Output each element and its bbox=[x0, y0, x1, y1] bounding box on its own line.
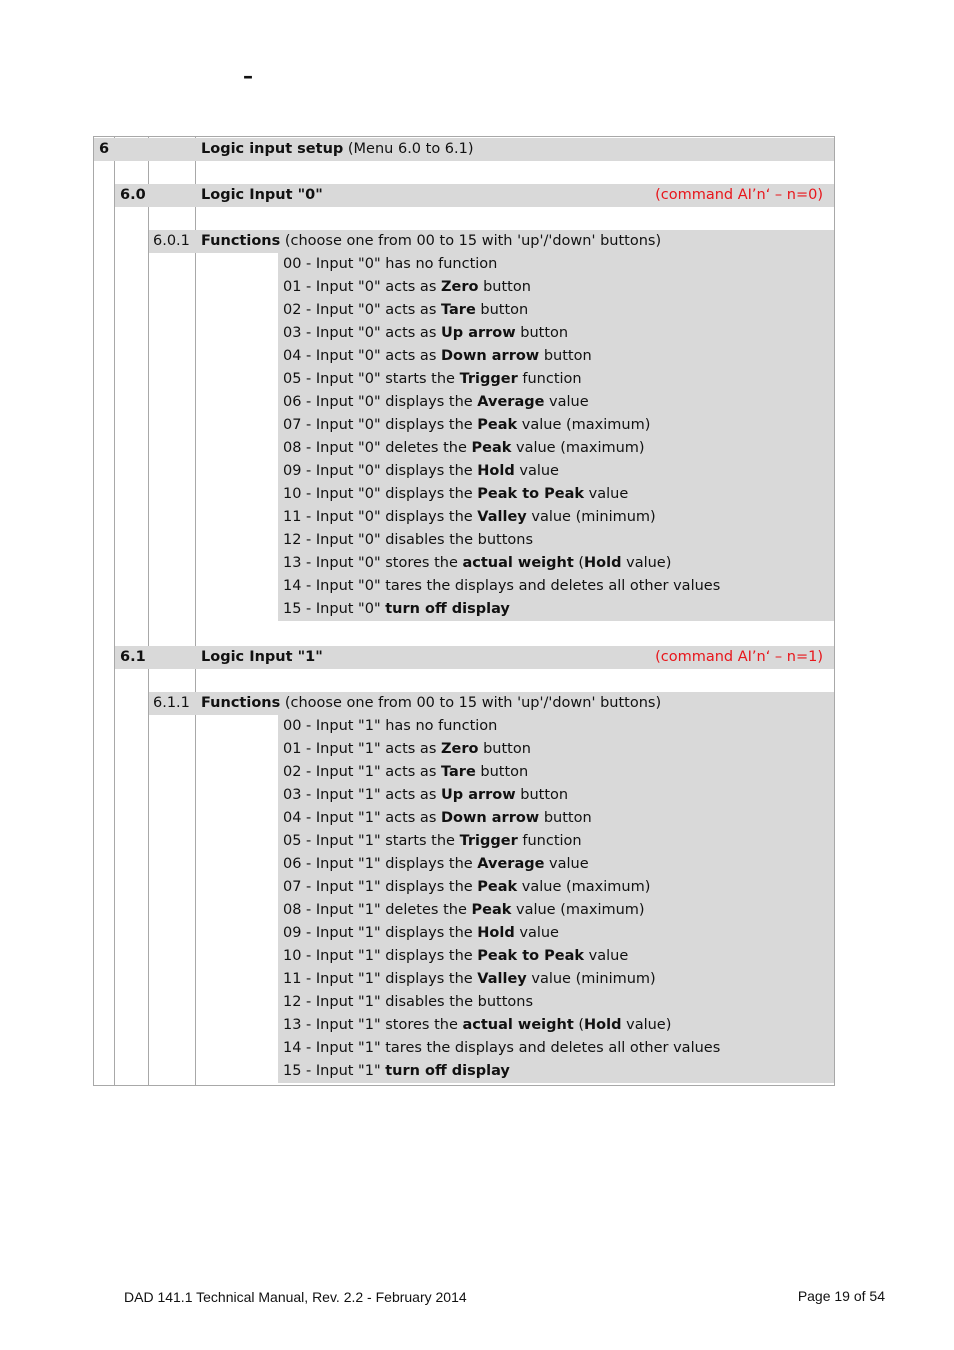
function-item bbox=[278, 922, 834, 945]
function-item-text: value bbox=[514, 463, 559, 479]
function-item-keyword: Hold bbox=[584, 555, 622, 571]
function-item-keyword: actual weight bbox=[462, 1017, 574, 1033]
function-item-text: 09 - Input "0" displays the bbox=[283, 463, 478, 479]
function-item bbox=[278, 253, 834, 276]
function-item bbox=[278, 483, 834, 506]
function-item-text: value) bbox=[621, 1017, 672, 1033]
input-header-row-1 bbox=[115, 646, 834, 669]
function-item-text: 11 - Input "1" displays the bbox=[283, 971, 478, 987]
input-command: (command AI’n‘ – n=1) bbox=[655, 649, 823, 665]
function-item-text: 11 - Input "0" displays the bbox=[283, 509, 478, 525]
function-item-keyword: Average bbox=[477, 394, 545, 410]
function-item-text: 13 - Input "1" stores the bbox=[283, 1017, 463, 1033]
function-item bbox=[278, 715, 834, 738]
function-item bbox=[278, 830, 834, 853]
function-item-text: value (maximum) bbox=[517, 879, 651, 895]
function-item-text: 13 - Input "0" stores the bbox=[283, 555, 463, 571]
function-item-text: value (maximum) bbox=[511, 902, 645, 918]
function-item bbox=[278, 437, 834, 460]
function-item-keyword: Down arrow bbox=[441, 810, 540, 826]
functions-label: Functions bbox=[201, 695, 281, 711]
functions-hint: (choose one from 00 to 15 with 'up'/'down' buttons) bbox=[280, 233, 662, 249]
function-item-text: 07 - Input "0" displays the bbox=[283, 417, 478, 433]
function-item-text: 08 - Input "0" deletes the bbox=[283, 440, 472, 456]
function-item-text: 15 - Input "1" bbox=[283, 1063, 386, 1079]
function-item-keyword: Peak bbox=[471, 902, 512, 918]
function-item bbox=[278, 575, 834, 598]
section-header-row bbox=[94, 138, 834, 161]
section-title bbox=[201, 138, 474, 161]
function-item-text: 03 - Input "0" acts as bbox=[283, 325, 441, 341]
function-item-text: value bbox=[544, 394, 589, 410]
function-item-keyword: Peak bbox=[477, 417, 518, 433]
function-item-text: 14 - Input "0" tares the displays and deletes all other values bbox=[283, 578, 721, 594]
function-item-text: function bbox=[517, 833, 582, 849]
function-item bbox=[278, 276, 834, 299]
function-item-text: value bbox=[544, 856, 589, 872]
function-item-text: ( bbox=[573, 555, 585, 571]
function-item bbox=[278, 598, 834, 621]
function-item-text: value bbox=[584, 948, 629, 964]
functions-hint: (choose one from 00 to 15 with 'up'/'down' buttons) bbox=[280, 695, 662, 711]
function-item-text: button bbox=[539, 810, 592, 826]
column-divider bbox=[148, 137, 149, 1085]
function-item bbox=[278, 784, 834, 807]
function-item bbox=[278, 460, 834, 483]
function-item bbox=[278, 345, 834, 368]
function-item-text: 02 - Input "1" acts as bbox=[283, 764, 441, 780]
function-item-text: 10 - Input "0" displays the bbox=[283, 486, 478, 502]
function-item-text: 06 - Input "1" displays the bbox=[283, 856, 478, 872]
function-item-text: 04 - Input "1" acts as bbox=[283, 810, 441, 826]
function-item-keyword: Up arrow bbox=[441, 787, 516, 803]
function-item bbox=[278, 991, 834, 1014]
input-header-row-0 bbox=[115, 184, 834, 207]
function-item-text: 03 - Input "1" acts as bbox=[283, 787, 441, 803]
function-item bbox=[278, 529, 834, 552]
input-title: Logic Input "1" bbox=[201, 649, 323, 665]
function-item-text: button bbox=[515, 787, 569, 803]
function-item bbox=[278, 1014, 834, 1037]
function-item-keyword: Hold bbox=[584, 1017, 622, 1033]
functions-description bbox=[201, 692, 661, 715]
function-item bbox=[278, 738, 834, 761]
function-item-keyword: Average bbox=[477, 856, 545, 872]
function-item-text: 08 - Input "1" deletes the bbox=[283, 902, 472, 918]
function-item-keyword: Trigger bbox=[459, 833, 518, 849]
function-item-keyword: Tare bbox=[441, 764, 476, 780]
footer-document-title: DAD 141.1 Technical Manual, Rev. 2.2 - February 2014 bbox=[124, 1289, 467, 1305]
function-item-text: 05 - Input "1" starts the bbox=[283, 833, 460, 849]
function-item bbox=[278, 414, 834, 437]
function-item-text: 01 - Input "0" acts as bbox=[283, 279, 441, 295]
function-item-text: 07 - Input "1" displays the bbox=[283, 879, 478, 895]
section-number: 6 bbox=[99, 141, 110, 157]
function-item bbox=[278, 1060, 834, 1083]
function-item-text: value (minimum) bbox=[526, 509, 656, 525]
function-item-keyword: turn off display bbox=[385, 1063, 510, 1079]
function-item-text: 04 - Input "0" acts as bbox=[283, 348, 441, 364]
function-item bbox=[278, 391, 834, 414]
function-item-text: value (maximum) bbox=[511, 440, 645, 456]
function-item-text: button bbox=[475, 302, 529, 318]
function-item-text: 09 - Input "1" displays the bbox=[283, 925, 478, 941]
function-item-keyword: Trigger bbox=[459, 371, 518, 387]
function-item bbox=[278, 368, 834, 391]
function-item bbox=[278, 968, 834, 991]
function-item-text: 05 - Input "0" starts the bbox=[283, 371, 460, 387]
function-item-text: 12 - Input "1" disables the buttons bbox=[283, 994, 534, 1010]
function-item-keyword: Zero bbox=[441, 279, 479, 295]
input-number: 6.0 bbox=[120, 187, 146, 203]
function-item bbox=[278, 807, 834, 830]
function-item-text: value (maximum) bbox=[517, 417, 651, 433]
function-item-text: value (minimum) bbox=[526, 971, 656, 987]
input-title: Logic Input "0" bbox=[201, 187, 323, 203]
function-item-text: button bbox=[478, 741, 531, 757]
function-item-text: 15 - Input "0" bbox=[283, 601, 386, 617]
function-item-text: 06 - Input "0" displays the bbox=[283, 394, 478, 410]
function-item bbox=[278, 506, 834, 529]
function-item-keyword: Hold bbox=[477, 925, 515, 941]
function-item bbox=[278, 899, 834, 922]
function-item-text: button bbox=[539, 348, 592, 364]
function-item-keyword: Valley bbox=[477, 971, 527, 987]
functions-row-0 bbox=[149, 230, 834, 253]
function-item-text: button bbox=[515, 325, 569, 341]
function-item-text: 02 - Input "0" acts as bbox=[283, 302, 441, 318]
functions-row-1 bbox=[149, 692, 834, 715]
column-divider bbox=[114, 137, 115, 1085]
function-item bbox=[278, 761, 834, 784]
logic-input-setup-table bbox=[93, 136, 835, 1086]
function-item-text: value) bbox=[621, 555, 672, 571]
function-item-keyword: Tare bbox=[441, 302, 476, 318]
function-item bbox=[278, 945, 834, 968]
function-item-keyword: Hold bbox=[477, 463, 515, 479]
function-item-text: button bbox=[478, 279, 531, 295]
section-title-bold: Logic input setup bbox=[201, 141, 344, 157]
function-item-keyword: Down arrow bbox=[441, 348, 540, 364]
function-item-text: 00 - Input "1" has no function bbox=[283, 718, 498, 734]
function-item bbox=[278, 853, 834, 876]
header-dash: – bbox=[243, 64, 253, 88]
functions-label: Functions bbox=[201, 233, 281, 249]
function-item bbox=[278, 322, 834, 345]
function-item-text: 00 - Input "0" has no function bbox=[283, 256, 498, 272]
function-item-keyword: Up arrow bbox=[441, 325, 516, 341]
function-item-text: 14 - Input "1" tares the displays and deletes all other values bbox=[283, 1040, 721, 1056]
function-item-text: 01 - Input "1" acts as bbox=[283, 741, 441, 757]
function-item-keyword: actual weight bbox=[462, 555, 574, 571]
function-item-text: value bbox=[514, 925, 559, 941]
function-item-text: 12 - Input "0" disables the buttons bbox=[283, 532, 534, 548]
function-item bbox=[278, 552, 834, 575]
function-item-keyword: turn off display bbox=[385, 601, 510, 617]
functions-number: 6.0.1 bbox=[153, 233, 190, 249]
function-item-text: 10 - Input "1" displays the bbox=[283, 948, 478, 964]
input-number: 6.1 bbox=[120, 649, 146, 665]
function-item-keyword: Valley bbox=[477, 509, 527, 525]
function-item-text: button bbox=[475, 764, 529, 780]
function-item-keyword: Peak bbox=[477, 879, 518, 895]
function-item bbox=[278, 876, 834, 899]
function-item-text: function bbox=[517, 371, 582, 387]
section-title-rest: (Menu 6.0 to 6.1) bbox=[343, 141, 474, 157]
function-item-text: value bbox=[584, 486, 629, 502]
footer-page-number: Page 19 of 54 bbox=[797, 1288, 885, 1304]
input-command: (command AI’n‘ – n=0) bbox=[655, 187, 823, 203]
function-item-keyword: Peak to Peak bbox=[477, 948, 585, 964]
function-item-keyword: Peak bbox=[471, 440, 512, 456]
function-item bbox=[278, 1037, 834, 1060]
function-item-text: ( bbox=[573, 1017, 585, 1033]
function-item-keyword: Zero bbox=[441, 741, 479, 757]
column-divider bbox=[195, 137, 196, 1085]
functions-number: 6.1.1 bbox=[153, 695, 190, 711]
functions-description bbox=[201, 230, 661, 253]
function-item-keyword: Peak to Peak bbox=[477, 486, 585, 502]
function-item bbox=[278, 299, 834, 322]
